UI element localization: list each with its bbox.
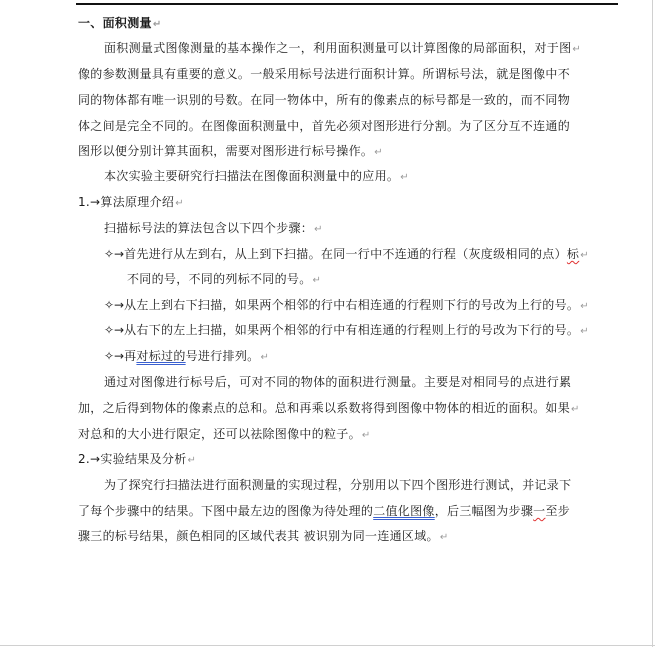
paragraph-line[interactable]: 通过对图像进行标号后，可对不同的物体的面积进行测量。主要是对相同号的点进行累 bbox=[104, 375, 572, 389]
diamond-bullet-icon: ✧→ bbox=[104, 349, 125, 363]
paragraph-mark: ↵ bbox=[152, 19, 162, 30]
paragraph-line[interactable]: 同的物体都有唯一识别的号数。在同一物体中，所有的像素点的标号都是一致的，而不同物 bbox=[78, 93, 571, 107]
bullet-item[interactable]: ✧→首先进行从左到右，从上到下扫描。在同一行中不连通的行程（灰度级相同的点）标↵ bbox=[104, 247, 589, 261]
paragraph-line[interactable]: 像的参数测量具有重要的意义。一般采用标号法进行面积计算。所谓标号法，就是图像中不 bbox=[78, 67, 571, 81]
section-heading-area-measurement[interactable]: 一、面积测量↵ bbox=[78, 16, 162, 30]
paragraph-line[interactable]: 骤三的标号结果，颜色相同的区域代表其 被识别为同一连通区域。↵ bbox=[78, 529, 449, 543]
numbered-heading-algorithm[interactable]: 1.→算法原理介绍↵ bbox=[78, 195, 184, 209]
paragraph-line[interactable]: 体之间是完全不同的。在图像面积测量中，首先必须对图形进行分割。为了区分互不连通的 bbox=[78, 119, 571, 133]
page-edge-right bbox=[652, 0, 653, 647]
numbered-heading-results[interactable]: 2.→实验结果及分析↵ bbox=[78, 452, 197, 466]
paragraph-line[interactable]: 图形以便分别计算其面积，需要对图形进行标号操作。↵ bbox=[78, 144, 383, 158]
page-edge-bottom bbox=[0, 645, 655, 646]
paragraph-line[interactable]: 加，之后得到物体的像素点的总和。总和再乘以系数将得到图像中物体的相近的面积。如果↵ bbox=[78, 401, 580, 415]
diamond-bullet-icon: ✧→ bbox=[104, 298, 125, 312]
paragraph-line[interactable]: 了每个步骤中的结果。下图中最左边的图像为待处理的二值化图像，后三幅图为步骤一至步 bbox=[78, 504, 571, 518]
diamond-bullet-icon: ✧→ bbox=[104, 323, 125, 337]
paragraph-line[interactable]: 本次实验主要研究行扫描法在图像面积测量中的应用。↵ bbox=[104, 169, 409, 183]
header-rule bbox=[76, 3, 618, 5]
bullet-item[interactable]: ✧→从左上到右下扫描，如果两个相邻的行中右相连通的行程则下行的号改为上行的号。↵ bbox=[104, 298, 589, 312]
paragraph-line[interactable]: 对总和的大小进行限定，还可以祛除图像中的粒子。↵ bbox=[78, 427, 371, 441]
diamond-bullet-icon: ✧→ bbox=[104, 247, 125, 261]
paragraph-line[interactable]: 面积测量式图像测量的基本操作之一，利用面积测量可以计算图像的局部面积，对于图↵ bbox=[104, 41, 582, 55]
bullet-item[interactable]: ✧→再对标过的号进行排列。↵ bbox=[104, 349, 270, 363]
bullet-item[interactable]: ✧→从右下的左上扫描，如果两个相邻的行中有相连通的行程则上行的号改为下行的号。↵ bbox=[104, 323, 589, 337]
bullet-item-continuation[interactable]: 不同的号，不同的列标不同的号。↵ bbox=[127, 272, 322, 286]
paragraph-line[interactable]: 扫描标号法的算法包含以下四个步骤：↵ bbox=[104, 221, 323, 235]
paragraph-line[interactable]: 为了探究行扫描法进行面积测量的实现过程，分别用以下四个图形进行测试，并记录下 bbox=[104, 478, 572, 492]
